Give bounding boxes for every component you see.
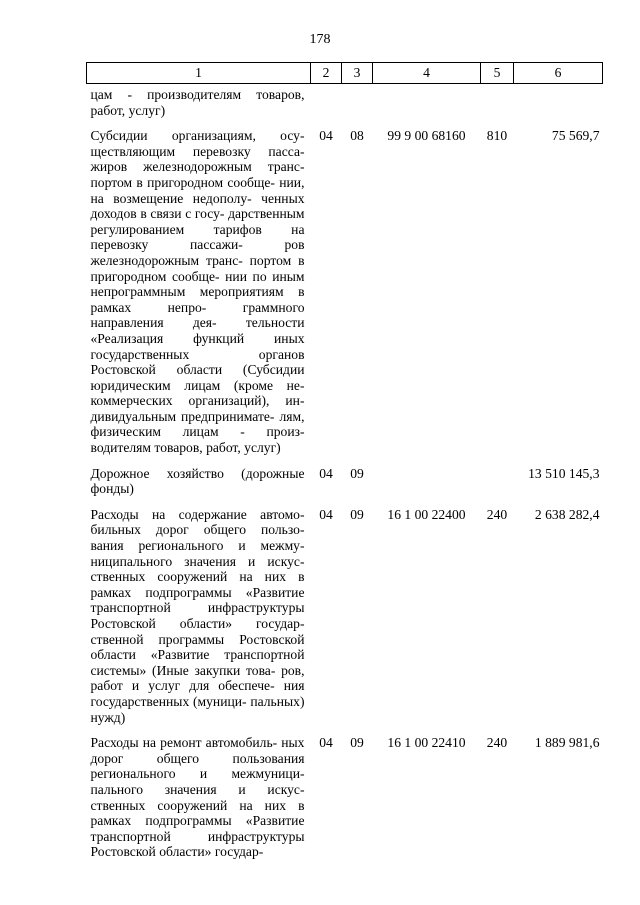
row-name-line: ров, работ и услуг для обеспече- — [90, 662, 305, 694]
table-row — [87, 84, 603, 129]
expense-type-code-cell: 240 — [486, 506, 508, 522]
col-header-name: 1 — [87, 63, 311, 84]
row-name-line: транспортной инфраструктуры — [90, 828, 305, 844]
page-number: 178 — [309, 32, 331, 47]
row-name-line: ственной программы Ростовской — [90, 631, 305, 647]
row-name-line: пальных) нужд) — [90, 693, 305, 725]
col-header-subsection: 3 — [342, 63, 373, 84]
row-name-line: рамках подпрограммы «Развитие — [90, 584, 305, 600]
row-name-line: рамках подпрограммы «Развитие — [90, 813, 305, 829]
amount-cell — [514, 84, 603, 129]
row-name-line: ченных доходов в связи с госу- — [90, 190, 305, 222]
row-name-line: регионального и межмуници- — [90, 766, 305, 782]
row-name-line: дарственным регулированием — [90, 206, 305, 237]
table-row — [87, 466, 603, 507]
row-name-cell — [87, 128, 311, 465]
row-name-line: системы» (Иные закупки това- — [90, 662, 276, 678]
expense-type-code-cell: 810 — [486, 128, 508, 144]
row-name-line: Расходы на содержание автомо- — [90, 506, 305, 522]
row-name-cell — [87, 735, 311, 870]
row-name-line: жиров железнодорожным транс- — [90, 159, 305, 175]
col-header-expense-type: 5 — [481, 63, 514, 84]
row-name-line: области «Развитие транспортной — [90, 647, 305, 663]
row-name-line: Субсидии организациям, осу- — [90, 128, 305, 144]
table-body — [87, 84, 603, 870]
subsection-code-cell — [342, 84, 373, 129]
row-name-line: транспортной инфраструктуры — [90, 600, 305, 616]
row-name-line: ния государственных (муници- — [90, 678, 305, 709]
amount-cell: 2 638 282,4 — [534, 506, 600, 522]
target-item-code-cell — [373, 84, 481, 129]
row-name-cell — [87, 84, 311, 129]
row-name-line: мероприятиям в рамках непро- — [90, 284, 305, 315]
section-code-cell: 04 — [319, 128, 333, 144]
row-name-line: иных государственных органов — [90, 330, 305, 362]
row-name-line: ров железнодорожным транс- — [90, 237, 305, 268]
row-name-line: ществляющим перевозку пасса- — [90, 143, 305, 159]
target-item-code-cell: 16 1 00 22400 — [387, 506, 466, 522]
row-name-line: тельности «Реализация функций — [90, 315, 305, 346]
row-name-line: лям, физическим лицам - произ- — [90, 408, 305, 440]
row-name-line: Ростовской области» государ- — [90, 844, 264, 860]
row-name-line: портом в пригородном сообще- — [90, 174, 275, 190]
row-name-cell — [87, 466, 311, 507]
subsection-code-cell: 09 — [350, 506, 364, 522]
row-name-line: ственных сооружений на них в — [90, 797, 305, 813]
subsection-code-cell: 08 — [350, 128, 364, 144]
row-name-cell — [87, 507, 311, 735]
row-name-line: тарифов на перевозку пассажи- — [90, 221, 305, 253]
row-name-line: дивидуальным предпринимате- — [90, 408, 275, 424]
row-name-line: бильных дорог общего пользо- — [90, 522, 305, 538]
row-name-line: цам - производителям товаров, — [90, 87, 305, 102]
row-name-line: нии по иным непрограммным — [90, 268, 305, 300]
table-row — [87, 128, 603, 465]
row-name-line: нии, на возмещение недополу- — [90, 174, 305, 206]
amount-cell: 75 569,7 — [551, 128, 600, 144]
row-name-line: вания регионального и межму- — [90, 538, 305, 554]
target-item-code-cell: 16 1 00 22410 — [387, 735, 466, 751]
row-name-line: фонды) — [90, 481, 134, 497]
subsection-code-cell: 09 — [350, 465, 364, 481]
section-code-cell — [311, 84, 342, 129]
expense-type-code-cell: 240 — [486, 735, 508, 751]
row-name-line: Ростовской области» государ- — [90, 616, 305, 631]
row-name-line: Ростовской области (Субсидии — [90, 362, 305, 378]
table-row — [87, 507, 603, 735]
row-name-line: юридическим лицам (кроме не- — [90, 377, 305, 393]
target-item-code-cell — [373, 466, 481, 507]
row-name-line: работ, услуг) — [90, 102, 166, 118]
row-name-line: ственных сооружений на них в — [90, 569, 305, 585]
budget-table — [86, 62, 603, 870]
row-name-line: пального значения и искус- — [90, 781, 305, 797]
col-header-target-item: 4 — [373, 63, 481, 84]
row-name-line: Дорожное хозяйство (дорожные — [90, 465, 305, 481]
table-row — [87, 735, 603, 870]
row-name-line: Расходы на ремонт автомобиль- — [90, 735, 278, 751]
col-header-amount: 6 — [514, 63, 603, 84]
row-name-line: водителям товаров, работ, услуг) — [90, 440, 281, 456]
expense-type-code-cell — [481, 84, 514, 129]
amount-cell: 13 510 145,3 — [528, 465, 600, 481]
row-name-line: коммерческих организаций), ин- — [90, 393, 305, 409]
row-name-line: ных дорог общего пользования — [90, 735, 305, 766]
amount-cell: 1 889 981,6 — [534, 735, 600, 751]
header-row — [87, 63, 603, 84]
target-item-code-cell: 99 9 00 68160 — [387, 128, 466, 144]
row-name-line: ниципального значения и искус- — [90, 553, 305, 569]
expense-type-code-cell — [481, 466, 514, 507]
subsection-code-cell: 09 — [350, 735, 364, 751]
row-name-line: граммного направления дея- — [90, 299, 305, 331]
section-code-cell: 04 — [319, 735, 333, 751]
row-name-line: портом в пригородном сообще- — [90, 252, 305, 284]
col-header-section: 2 — [311, 63, 342, 84]
section-code-cell: 04 — [319, 465, 333, 481]
section-code-cell: 04 — [319, 506, 333, 522]
